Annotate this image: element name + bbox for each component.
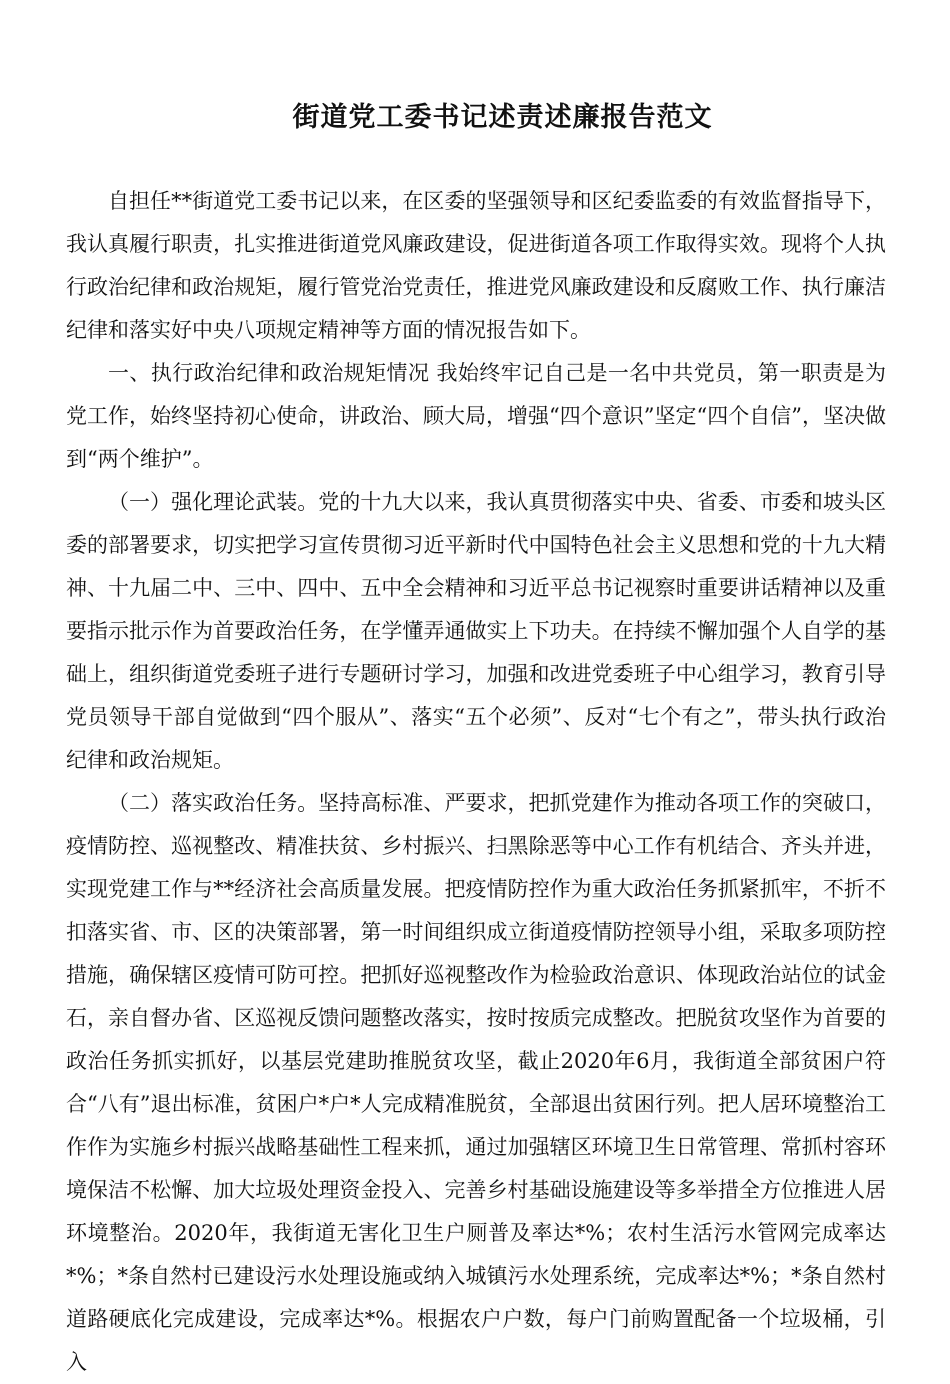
document-title: 街道党工委书记述责述廉报告范文 [292, 102, 713, 133]
paragraph-subsection-2: （二）落实政治任务。坚持高标准、严要求，把抓党建作为推动各项工作的突破口，疫情防控、巡视整改、精准扶贫、乡村振兴、扫黑除恶等中心工作有机结合、齐头并进，实现党建工作与**经济社会高质量发展。把疫情防控作为重大政治任务抓紧抓牢，不折不扣落实省、市、区的决策部署，第一时间组织成立街道疫情防控领导小组，采取多项防控措施，确保辖区疫情可防可控。把抓好巡视整改作为检验政治意识、体现政治站位的试金石，亲自督办省、区巡视反馈问题整改落实，按时按质完成整改。把脱贫攻坚作为首要的政治任务抓实抓好，以基层党建助推脱贫攻坚，截止2020年6月，我街道全部贫困户符合“八有”退出标准，贫困户*户*人完成精准脱贫，全部退出贫困行列。把人居环境整治工作作为实施乡村振兴战略基础性工程来抓，通过加强辖区环境卫生日常管理、常抓村容环境保洁不松懈、加大垃圾处理资金投入、完善乡村基础设施建设等多举措全方位推进人居环境整治。2020年，我街道无害化卫生户厕普及率达*%；农村生活污水管网完成率达*%；*条自然村已建设污水处理设施或纳入城镇污水处理系统，完成率达*%；*条自然村道路硬底化完成建设，完成率达*%。根据农户户数，每户门前购置配备一个垃圾桶，引入 [66, 791, 886, 1374]
paragraph-intro: 自担任**街道党工委书记以来，在区委的坚强领导和区纪委监委的有效监督指导下，我认真履行职责，扎实推进街道党风廉政建设，促进街道各项工作取得实效。现将个人执行政治纪律和政治规矩，履行管党治党责任，推进党风廉政建设和反腐败工作、执行廉洁纪律和落实好中央八项规定精神等方面的情况报告如下。 [66, 189, 886, 342]
paragraph-subsection-1: （一）强化理论武装。党的十九大以来，我认真贯彻落实中央、省委、市委和坡头区委的部署要求，切实把学习宣传贯彻习近平新时代中国特色社会主义思想和党的十九大精神、十九届二中、三中、四中、五中全会精神和习近平总书记视察时重要讲话精神以及重要指示批示作为首要政治任务，在学懂弄通做实上下功夫。在持续不懈加强个人自学的基础上，组织街道党委班子进行专题研讨学习，加强和改进党委班子中心组学习，教育引导党员领导干部自觉做到“四个服从”、落实“五个必须”、反对“七个有之”，带头执行政治纪律和政治规矩。 [66, 490, 886, 772]
document-body [66, 180, 886, 1384]
paragraph-section-1: 一、执行政治纪律和政治规矩情况 我始终牢记自己是一名中共党员，第一职责是为党工作，始终坚持初心使命，讲政治、顾大局，增强“四个意识”坚定“四个自信”，坚决做到“两个维护”。 [66, 361, 886, 471]
